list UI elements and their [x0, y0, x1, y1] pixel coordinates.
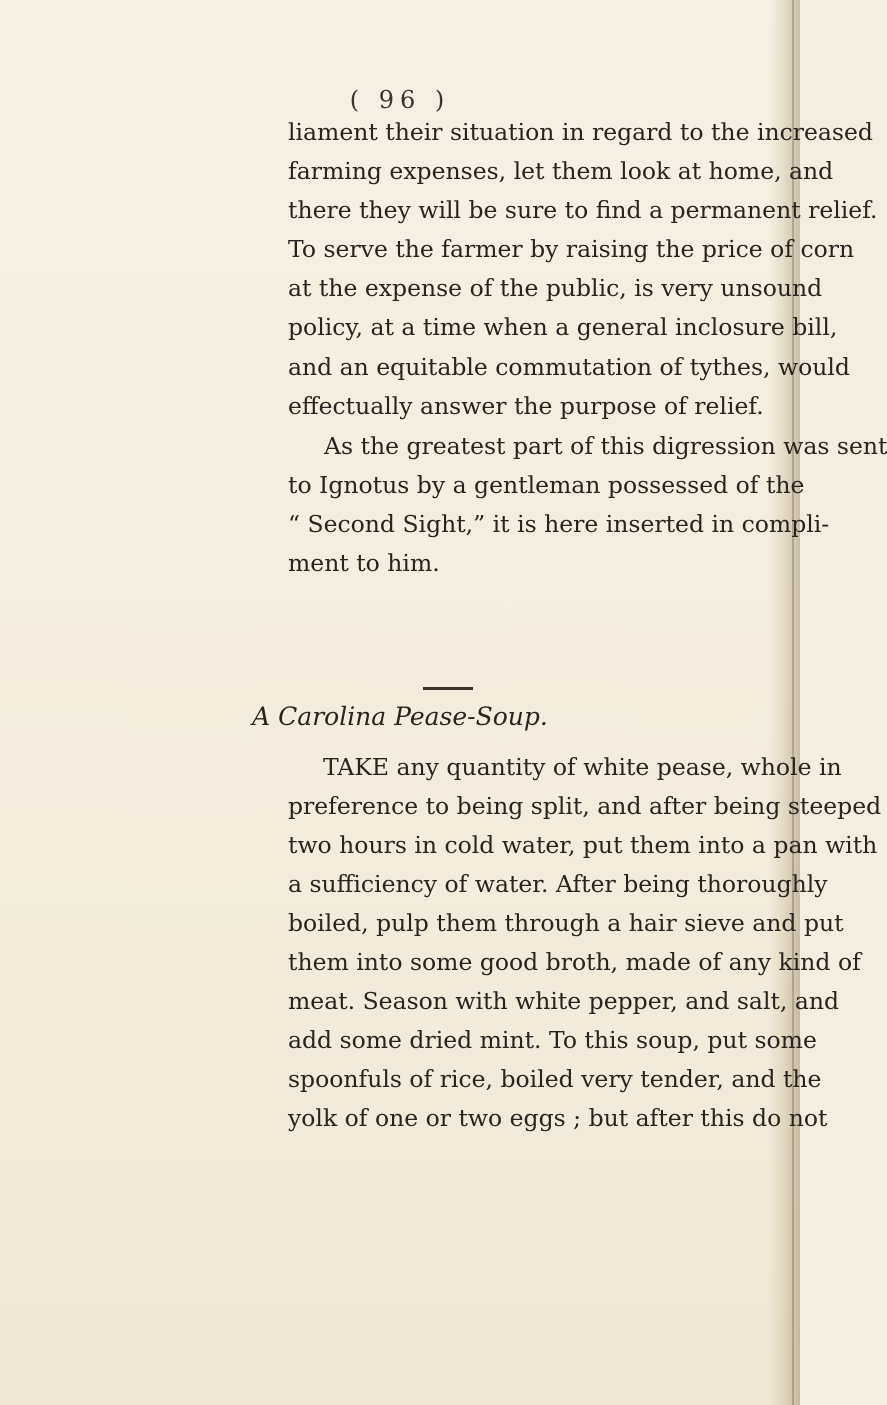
text-line: there they will be sure to find a permanent relief.	[288, 196, 878, 224]
text-line: preference to being split, and after being steeped	[288, 792, 882, 820]
text-line: effectually answer the purpose of relief.	[288, 392, 764, 420]
text-line: at the expense of the public, is very unsound	[288, 274, 823, 302]
text-line: farming expenses, let them look at home, and	[288, 157, 834, 185]
text-line: yolk of one or two eggs ; but after this do not	[288, 1104, 828, 1132]
text-line: As the greatest part of this digression was sent	[324, 432, 887, 460]
text-line: boiled, pulp them through a hair sieve and put	[288, 909, 844, 937]
text-line: policy, at a time when a general inclosure bill,	[288, 313, 838, 341]
page-number: ( 96 )	[349, 86, 451, 114]
text-line: “ Second Sight,” it is here inserted in compli-	[288, 510, 830, 538]
text-line: liament their situation in regard to the increased	[288, 118, 873, 146]
text-line: them into some good broth, made of any kind of	[288, 948, 861, 976]
text-line: meat. Season with white pepper, and salt, and	[288, 987, 840, 1015]
text-line: a sufficiency of water. After being thoroughly	[288, 870, 828, 898]
text-line: and an equitable commutation of tythes, would	[288, 353, 850, 381]
text-line: two hours in cold water, put them into a pan with	[288, 831, 878, 859]
text-line: add some dried mint. To this soup, put some	[288, 1026, 817, 1054]
text-line: ment to him.	[288, 549, 440, 577]
text-line: To serve the farmer by raising the price of corn	[288, 235, 855, 263]
section-divider	[423, 687, 473, 690]
text-line: TAKE any quantity of white pease, whole in	[323, 753, 842, 781]
text-line: spoonfuls of rice, boiled very tender, and the	[288, 1065, 822, 1093]
text-line: to Ignotus by a gentleman possessed of the	[288, 471, 805, 499]
recipe-title: A Carolina Pease-Soup.	[252, 702, 548, 731]
